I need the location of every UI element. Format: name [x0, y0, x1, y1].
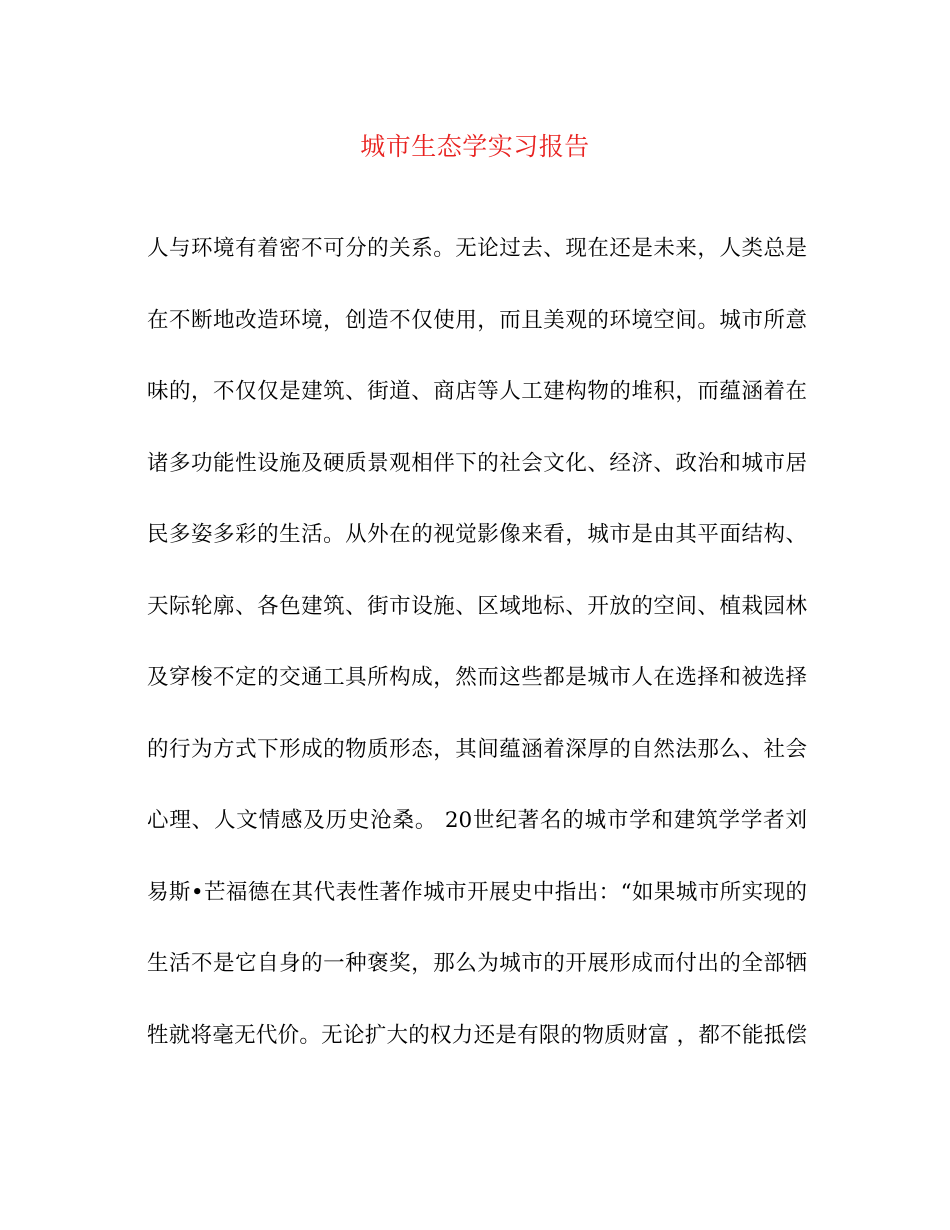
paragraph-line: 在不断地改造环境，创造不仅使用，而且美观的环境空间。城市所意 [147, 307, 807, 333]
paragraph-line: 味的，不仅仅是建筑、街道、商店等人工建构物的堆积，而蕴涵着在 [147, 379, 807, 404]
paragraph-line: 易斯•芒福德在其代表性著作城市开展史中指出：“如果城市所实现的 [147, 879, 807, 905]
paragraph-line: 诸多功能性设施及硬质景观相伴下的社会文化、经济、政治和城市居 [147, 450, 807, 476]
paragraph-line: 及穿梭不定的交通工具所构成，然而这些都是城市人在选择和被选择 [147, 665, 807, 690]
paragraph-line: 牲就将毫无代价。无论扩大的权力还是有限的物质财富 ，都不能抵偿 [147, 1022, 807, 1048]
paragraph-line: 天际轮廓、各色建筑、街市设施、区域地标、开放的空间、植栽园林 [147, 593, 807, 619]
paragraph-line: 民多姿多彩的生活。从外在的视觉影像来看，城市是由其平面结构、 [147, 522, 807, 547]
paragraph-line: 的行为方式下形成的物质形态，其间蕴涵着深厚的自然法那么、社会 [147, 736, 807, 762]
document-title: 城市生态学实习报告 [360, 132, 590, 161]
body-paragraph [147, 229, 807, 1087]
paragraph-line: 生活不是它自身的一种褒奖，那么为城市的开展形成而付出的全部牺 [147, 951, 807, 976]
paragraph-line: 心理、人文情感及历史沧桑。 20世纪著名的城市学和建筑学学者刘 [147, 808, 807, 833]
paragraph-line: 人与环境有着密不可分的关系。无论过去、现在还是未来，人类总是 [147, 236, 807, 261]
